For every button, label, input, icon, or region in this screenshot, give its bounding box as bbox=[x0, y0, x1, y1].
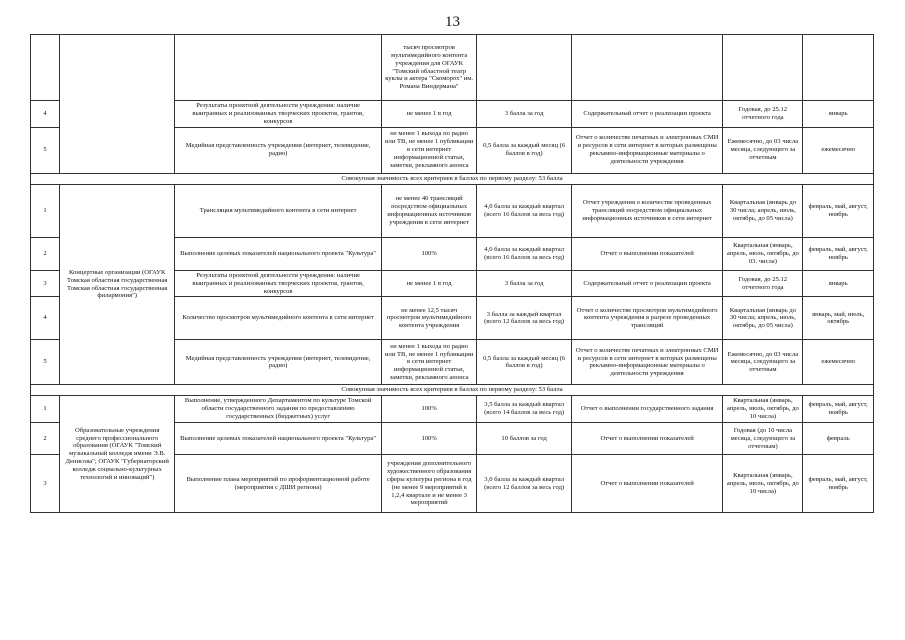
month-cell: январь bbox=[803, 101, 874, 128]
term-cell: Квартальная (январь, апрель, июль, октябрь, до 10 числа) bbox=[723, 396, 803, 423]
points-cell: 10 баллов за год bbox=[477, 423, 571, 455]
table-body bbox=[31, 35, 874, 513]
month-cell: февраль, май, август, ноябрь bbox=[803, 237, 874, 270]
table-row bbox=[31, 396, 874, 423]
month-cell: ежемесячно bbox=[803, 127, 874, 173]
criterion-cell: Трансляция мультимедийного контента в сети интернет bbox=[175, 184, 382, 237]
report-cell: Содержательный отчет о реализации проекта bbox=[571, 270, 723, 297]
number-cell: 5 bbox=[31, 127, 60, 173]
criterion-cell: Выполнение целевых показателей национального проекта "Культура" bbox=[175, 423, 382, 455]
criterion-cell: Выполнение, утвержденного Департаментом по культуре Томской области государственного задания по предоставлению государственных (бюджетных) услуг bbox=[175, 396, 382, 423]
value-cell: 100% bbox=[381, 423, 477, 455]
points-cell: 3 балла за год bbox=[477, 101, 571, 128]
value-cell: не менее 1 выхода по радио или ТВ, не менее 1 публикации в сети интернет информационной статьи, заметки, рекламного анонса bbox=[381, 127, 477, 173]
points-cell: 0,5 балла за каждый месяц (6 баллов в год) bbox=[477, 340, 571, 385]
criteria-table bbox=[30, 34, 874, 513]
number-cell: 4 bbox=[31, 101, 60, 128]
points-cell: 3,0 балла за каждый квартал (всего 12 баллов за весь год) bbox=[477, 455, 571, 513]
term-cell: Годовая, до 25.12 отчетного года bbox=[723, 270, 803, 297]
report-cell bbox=[571, 35, 723, 101]
criterion-cell: Результаты проектной деятельности учреждения: наличие выигранных и реализованных творческих проектов, грантов, конкурсов bbox=[175, 101, 382, 128]
number-cell: 3 bbox=[31, 455, 60, 513]
report-cell: Отчет о количестве печатных и электронных СМИ и ресурсов в сети интернет в которых размещены рекламно-информационные материалы о деятельности учреждения bbox=[571, 340, 723, 385]
value-cell: не менее 1 в год bbox=[381, 101, 477, 128]
value-cell: не менее 40 трансляций посредством официальных информационных источников учреждения в сети интернет bbox=[381, 184, 477, 237]
criterion-cell: Результаты проектной деятельности учреждения: наличие выигранных и реализованных творческих проектов, грантов, конкурсов bbox=[175, 270, 382, 297]
report-cell: Отчет о выполнении показателей bbox=[571, 455, 723, 513]
term-cell: Квартальная (январь, апрель, июль, октябрь, до 03. числа) bbox=[723, 237, 803, 270]
report-cell: Отчет учреждения о количестве проведенных трансляций посредством официальных информационных источников в сети интернет bbox=[571, 184, 723, 237]
points-cell: 3 балла за каждый квартал (всего 12 баллов за весь год) bbox=[477, 297, 571, 340]
term-cell: Ежемесячно, до 03 числа месяца, следующего за отчетным bbox=[723, 127, 803, 173]
points-cell: 3,5 балла за каждый квартал (всего 14 баллов за весь год) bbox=[477, 396, 571, 423]
points-cell: 3 балла за год bbox=[477, 270, 571, 297]
report-cell: Содержательный отчет о реализации проекта bbox=[571, 101, 723, 128]
number-cell: 2 bbox=[31, 423, 60, 455]
points-cell bbox=[477, 35, 571, 101]
report-cell: Отчет о количестве печатных и электронных СМИ и ресурсов в сети интернет в которых размещены рекламно-информационные материалы о деятельности учреждения bbox=[571, 127, 723, 173]
number-cell: 3 bbox=[31, 270, 60, 297]
term-cell bbox=[723, 35, 803, 101]
criterion-cell: Выполнение целевых показателей национального проекта "Культура" bbox=[175, 237, 382, 270]
value-cell: учреждения дополнительного художественного образования сферы культуры региона в год (не менее 9 мероприятий в 1,2,4 квартале и не менее 3 мероприятий bbox=[381, 455, 477, 513]
number-cell: 4 bbox=[31, 297, 60, 340]
month-cell: ежемесячно bbox=[803, 340, 874, 385]
month-cell: февраль, май, август, ноябрь bbox=[803, 455, 874, 513]
organization-cell bbox=[60, 35, 175, 174]
month-cell: февраль, май, август, ноябрь bbox=[803, 184, 874, 237]
value-cell: 100% bbox=[381, 396, 477, 423]
number-cell: 1 bbox=[31, 184, 60, 237]
report-cell: Отчет о выполнении показателей bbox=[571, 423, 723, 455]
criterion-cell bbox=[175, 35, 382, 101]
summary-cell: Совокупная значимость всех критериев в баллах по первому разделу: 53 балла bbox=[31, 173, 874, 184]
term-cell: Квартальная (январь, апрель, июль, октябрь, до 10 числа) bbox=[723, 455, 803, 513]
number-cell: 1 bbox=[31, 396, 60, 423]
month-cell: февраль, май, август, ноябрь bbox=[803, 396, 874, 423]
value-cell: не менее 1 выхода по радио или ТВ, не менее 1 публикации в сети интернет информационной статьи, заметки, рекламного анонса bbox=[381, 340, 477, 385]
term-cell: Годовая (до 10 числа месяца, следующего за отчетным) bbox=[723, 423, 803, 455]
points-cell: 0,5 балла за каждый месяц (6 баллов в год) bbox=[477, 127, 571, 173]
points-cell: 4,0 балла за каждый квартал (всего 16 баллов за весь год) bbox=[477, 237, 571, 270]
criterion-cell: Медийная представленность учреждения (интернет, телевидение, радио) bbox=[175, 127, 382, 173]
report-cell: Отчет о выполнении показателей bbox=[571, 237, 723, 270]
table-row bbox=[31, 35, 874, 101]
number-cell: 2 bbox=[31, 237, 60, 270]
report-cell: Отчет о выполнении государственного задания bbox=[571, 396, 723, 423]
criterion-cell: Выполнение плана мероприятий по профориентационной работе (мероприятия с ДШИ региона) bbox=[175, 455, 382, 513]
organization-cell: Образовательные учреждения среднего профессионального образования (ОГАУК "Томский музыкальный колледж имени Э.В. Денисова"; ОГАУК "Губернаторский колледж социально-культурных технологий и инноваций") bbox=[60, 396, 175, 513]
month-cell: январь, май, июль, октябрь bbox=[803, 297, 874, 340]
month-cell bbox=[803, 35, 874, 101]
points-cell: 4,0 балла за каждый квартал (всего 16 баллов за весь год) bbox=[477, 184, 571, 237]
criterion-cell: Количество просмотров мультимедийного контента в сети интернет bbox=[175, 297, 382, 340]
report-cell: Отчет о количестве просмотров мультимедийного контента учреждения в разрезе проведенных трансляций bbox=[571, 297, 723, 340]
term-cell: Квартальная (январь до 30 числа; апрель, июль, октябрь, до 05 числа) bbox=[723, 184, 803, 237]
criterion-cell: Медийная представленность учреждения (интернет, телевидение, радио) bbox=[175, 340, 382, 385]
value-cell: не менее 12,5 тысяч просмотров мультимедийного контента учреждения bbox=[381, 297, 477, 340]
number-cell: 5 bbox=[31, 340, 60, 385]
summary-row bbox=[31, 385, 874, 396]
term-cell: Квартальная (январь до 30 числа; апрель, июль, октябрь, до 05 числа) bbox=[723, 297, 803, 340]
value-cell: 100% bbox=[381, 237, 477, 270]
month-cell: февраль bbox=[803, 423, 874, 455]
value-cell: тысяч просмотров мультимедийного контента учреждения для ОГАУК "Томский областной театр куклы и актера "Скоморох" им. Романа Виндермана" bbox=[381, 35, 477, 101]
number-cell bbox=[31, 35, 60, 101]
term-cell: Годовая, до 25.12 отчетного года bbox=[723, 101, 803, 128]
term-cell: Ежемесячно, до 03 числа месяца, следующего за отчетным bbox=[723, 340, 803, 385]
summary-cell: Совокупная значимость всех критериев в баллах по первому разделу: 53 балла bbox=[31, 385, 874, 396]
month-cell: январь bbox=[803, 270, 874, 297]
value-cell: не менее 1 в год bbox=[381, 270, 477, 297]
table-row bbox=[31, 184, 874, 237]
organization-cell: Концертные организации (ОГАУК Томская областная государственная Томская областная государственная филармония") bbox=[60, 184, 175, 385]
page-number: 13 bbox=[445, 14, 460, 30]
summary-row bbox=[31, 173, 874, 184]
